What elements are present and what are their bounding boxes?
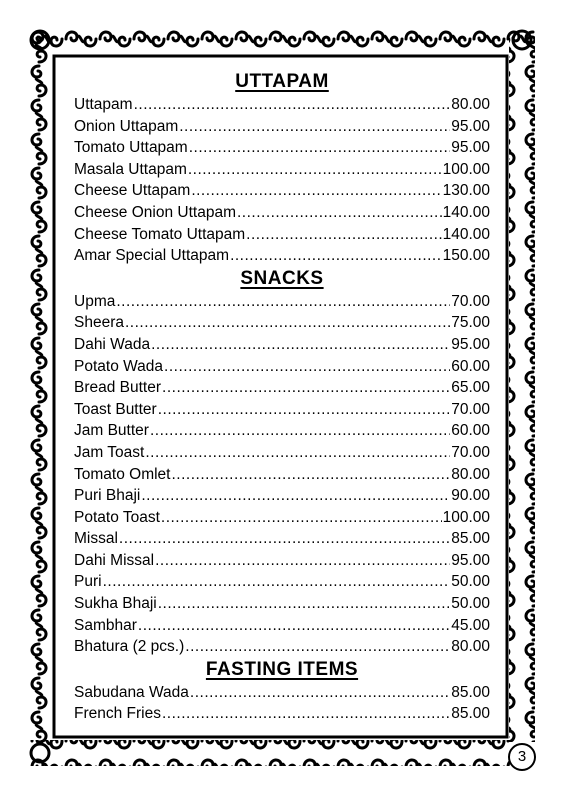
dot-leader [134, 94, 451, 116]
dot-leader [125, 312, 450, 334]
menu-item [74, 94, 490, 116]
item-price: 95.00 [451, 117, 490, 135]
page-number: 3 [508, 743, 536, 771]
item-name: Sukha Bhaji [74, 595, 157, 613]
menu-item [74, 528, 490, 550]
dot-leader [151, 334, 450, 356]
item-name: Jam Butter [74, 422, 149, 440]
item-name: Tomato Omlet [74, 465, 171, 483]
item-price: 60.00 [451, 422, 490, 440]
item-name: Sambhar [74, 616, 137, 634]
item-name: Onion Uttapam [74, 117, 179, 135]
menu-item [74, 137, 490, 159]
item-name: Puri Bhaji [74, 487, 141, 505]
dot-leader [103, 571, 451, 593]
item-name: Potato Toast [74, 508, 160, 526]
menu-item [74, 291, 490, 313]
dot-leader [230, 245, 442, 267]
item-price: 130.00 [442, 182, 490, 200]
item-price: 80.00 [451, 96, 490, 113]
menu-item [74, 202, 490, 224]
dot-leader [164, 356, 450, 378]
item-price: 100.00 [442, 508, 490, 526]
item-price: 75.00 [451, 314, 490, 332]
item-name: Cheese Tomato Uttapam [74, 225, 246, 243]
menu-item [74, 550, 490, 572]
section-title-text: UTTAPAM [235, 71, 329, 92]
item-price: 60.00 [451, 357, 490, 375]
item-name: Toast Butter [74, 400, 157, 418]
item-name: Upma [74, 292, 116, 310]
dot-leader [191, 180, 441, 202]
item-price: 100.00 [442, 160, 490, 178]
menu-item [74, 571, 490, 593]
item-name: Puri [74, 573, 102, 591]
item-price: 140.00 [442, 225, 490, 243]
item-name: Amar Special Uttapam [74, 247, 230, 265]
item-name: Tomato Uttapam [74, 139, 188, 157]
dot-leader [162, 377, 450, 399]
item-price: 50.00 [451, 573, 490, 591]
dot-leader [158, 399, 450, 421]
dot-leader [171, 464, 450, 486]
menu-item [74, 312, 490, 334]
item-name: Masala Uttapam [74, 160, 187, 178]
menu-item [74, 636, 490, 658]
item-price: 85.00 [451, 530, 490, 548]
item-name: Potato Wada [74, 357, 164, 375]
item-price: 70.00 [451, 400, 490, 418]
section-title [74, 658, 490, 682]
dot-leader [179, 116, 450, 138]
section-title-text: FASTING ITEMS [205, 658, 359, 680]
item-name: Cheese Uttapam [74, 182, 191, 200]
item-price: 150.00 [442, 247, 490, 265]
menu-item [74, 356, 490, 378]
item-price: 45.00 [451, 616, 490, 634]
item-name: Bread Butter [74, 379, 162, 397]
dot-leader [158, 593, 450, 615]
section-title [74, 267, 490, 291]
item-price: 70.00 [451, 292, 490, 310]
item-name: Cheese Onion Uttapam [74, 203, 236, 221]
item-price: 65.00 [451, 379, 490, 397]
dot-leader [155, 550, 450, 572]
menu-item [74, 334, 490, 356]
item-name: Missal [74, 530, 118, 548]
item-name: Bhatura (2 pcs.) [74, 638, 185, 656]
dot-leader [138, 615, 450, 637]
dot-leader [145, 442, 450, 464]
menu-item [74, 464, 490, 486]
item-name: Jam Toast [74, 443, 145, 461]
menu-item [74, 159, 490, 181]
section-title-text: SNACKS [240, 267, 324, 289]
menu-item [74, 224, 490, 246]
item-price: 90.00 [451, 487, 490, 505]
item-price: 85.00 [451, 705, 490, 723]
menu-item [74, 116, 490, 138]
menu-item [74, 615, 490, 637]
section-title [74, 70, 490, 94]
menu-item [74, 485, 490, 507]
menu-item [74, 703, 490, 725]
dot-leader [188, 159, 442, 181]
menu-item [74, 180, 490, 202]
dot-leader [119, 528, 450, 550]
item-name: Sheera [74, 314, 124, 332]
menu-item [74, 377, 490, 399]
item-price: 85.00 [451, 683, 490, 701]
dot-leader [189, 137, 450, 159]
item-price: 95.00 [451, 139, 490, 157]
dot-leader [150, 420, 450, 442]
menu-item [74, 399, 490, 421]
item-price: 80.00 [451, 465, 490, 483]
menu-content [74, 70, 490, 725]
dot-leader [116, 291, 450, 313]
dot-leader [185, 636, 450, 658]
item-name: French Fries [74, 705, 161, 723]
item-price: 80.00 [451, 638, 490, 656]
dot-leader [141, 485, 450, 507]
item-price: 95.00 [451, 335, 490, 353]
dot-leader [237, 202, 442, 224]
dot-leader [246, 224, 441, 246]
dot-leader [162, 703, 450, 725]
menu-item [74, 245, 490, 267]
item-price: 95.00 [451, 551, 490, 569]
menu-item [74, 593, 490, 615]
item-price: 140.00 [442, 203, 490, 221]
dot-leader [161, 507, 442, 529]
dot-leader [190, 682, 450, 704]
item-name: Sabudana Wada [74, 683, 189, 701]
menu-item [74, 507, 490, 529]
item-price: 50.00 [451, 595, 490, 613]
item-price: 70.00 [451, 443, 490, 461]
menu-item [74, 682, 490, 704]
item-name: Uttapam [74, 96, 133, 113]
menu-item [74, 420, 490, 442]
menu-item [74, 442, 490, 464]
item-name: Dahi Wada [74, 335, 151, 353]
item-name: Dahi Missal [74, 551, 155, 569]
